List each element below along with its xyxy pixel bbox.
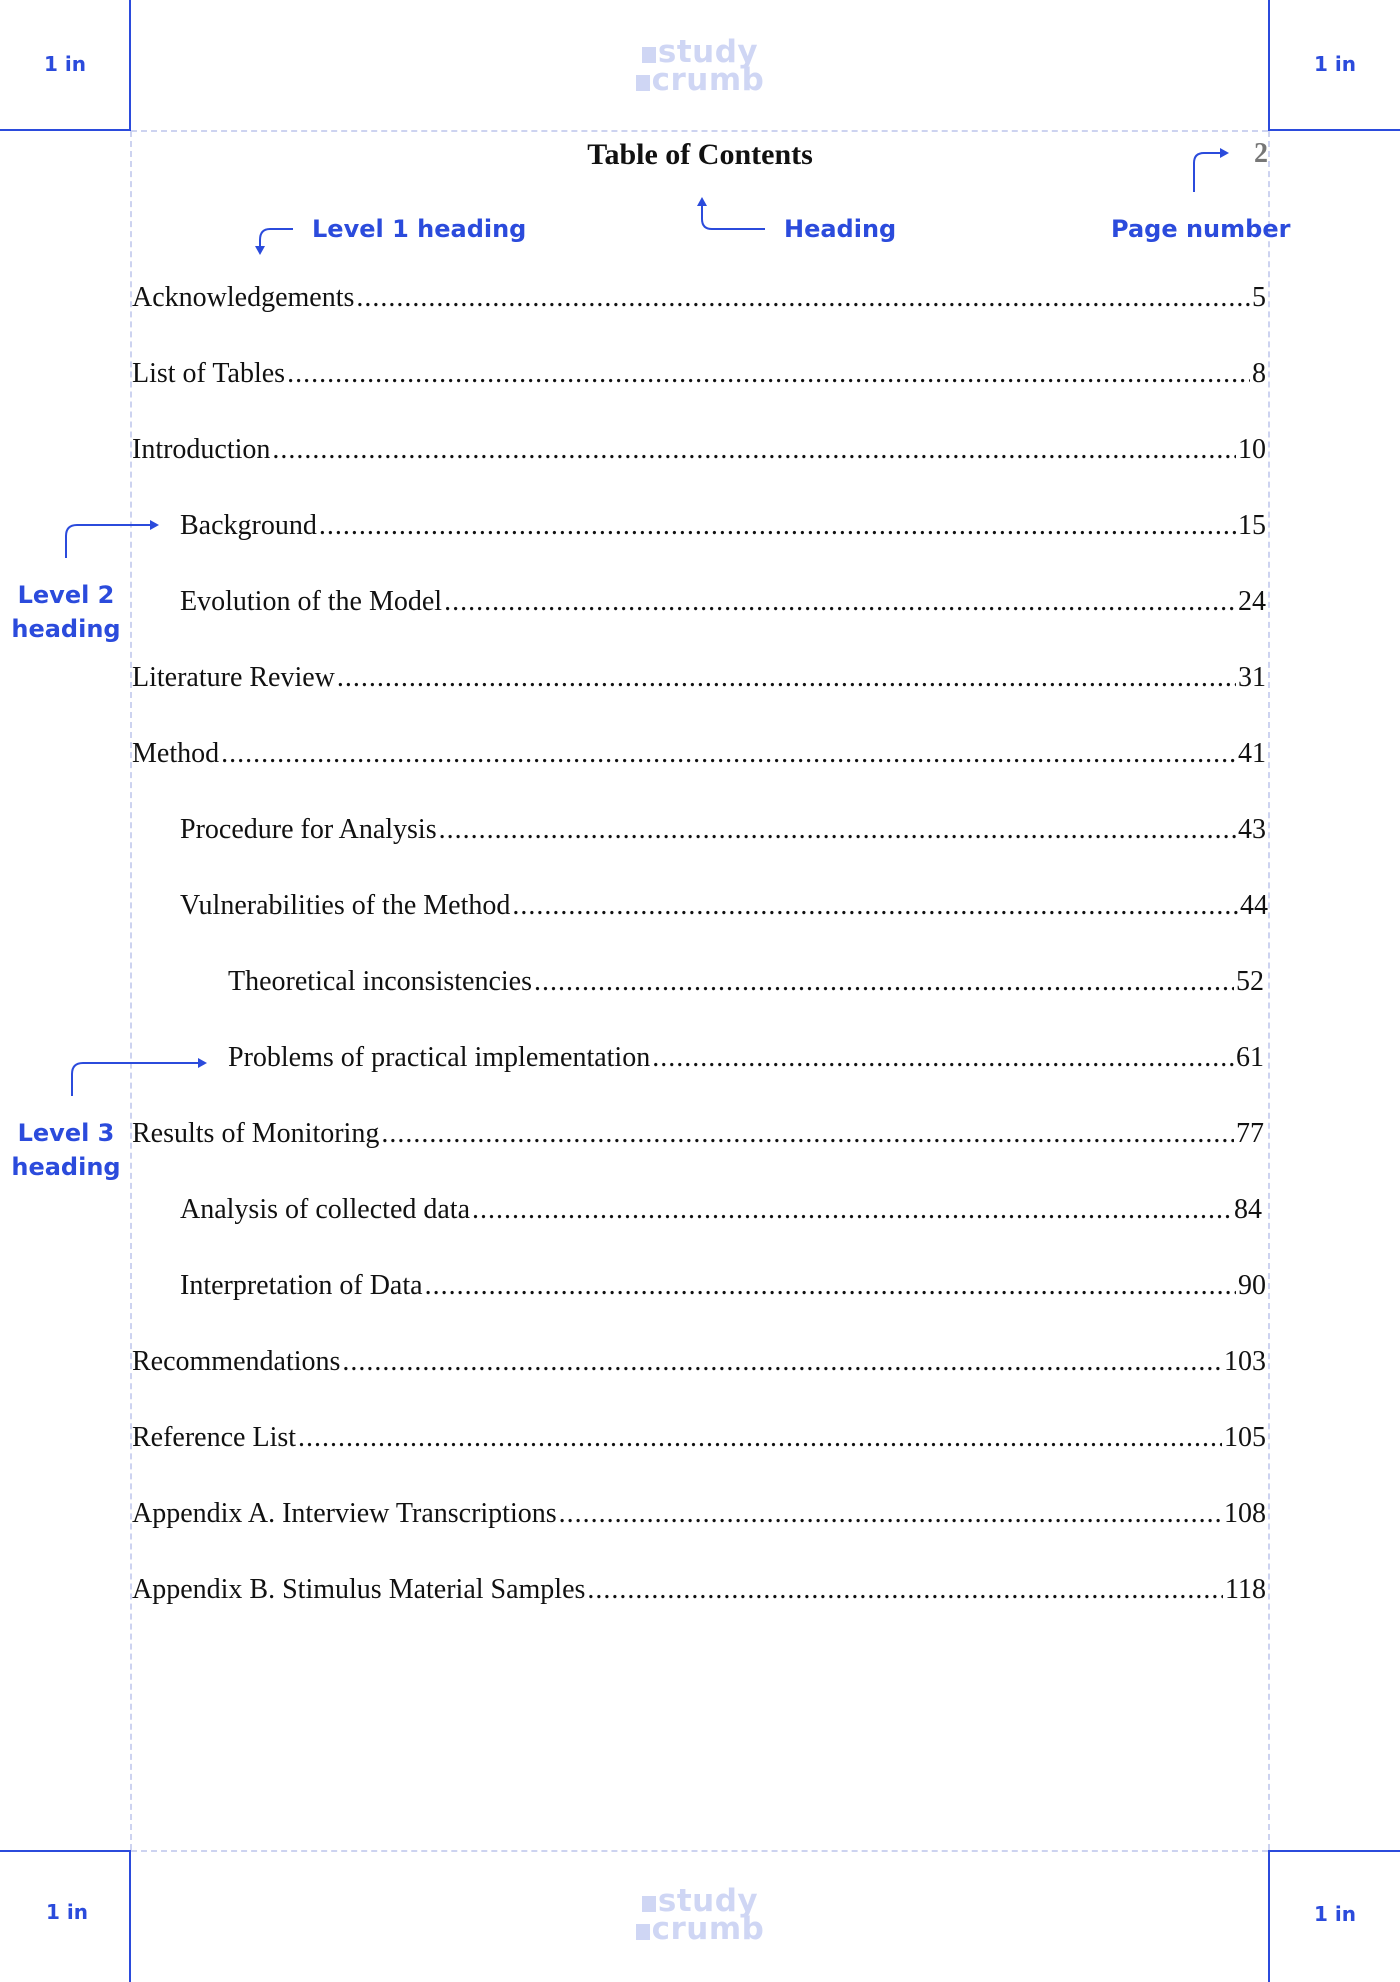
page-title: Table of Contents [587, 138, 813, 171]
toc-leader-dots [425, 1268, 1236, 1304]
toc-leader-dots [559, 1496, 1222, 1532]
logo-text-line2: crumb [651, 1911, 765, 1947]
toc-leader-dots [287, 356, 1250, 392]
toc-leader-dots [512, 888, 1238, 924]
toc-entry[interactable] [132, 432, 1266, 468]
toc-entry-title: Recommendations [132, 1346, 341, 1377]
margin-label-bottom-left: 1 in [46, 1900, 88, 1924]
level2-arrow-icon [66, 525, 150, 558]
toc-entry[interactable] [132, 1420, 1266, 1456]
toc-entry[interactable] [132, 1572, 1266, 1608]
toc-entry-title: Method [132, 738, 220, 769]
margin-label-top-right: 1 in [1314, 52, 1356, 76]
margin-label-bottom-right: 1 in [1314, 1902, 1356, 1926]
toc-entry[interactable] [180, 1192, 1262, 1228]
toc-leader-dots [652, 1040, 1234, 1076]
toc-leader-dots [337, 660, 1236, 696]
toc-entry[interactable] [228, 964, 1264, 1000]
toc-entry-title: Analysis of collected data [180, 1194, 471, 1225]
toc-leader-dots [319, 508, 1236, 544]
toc-entry-page: 105 [1224, 1422, 1266, 1453]
toc-entry-title: Results of Monitoring [132, 1118, 380, 1149]
toc-entry[interactable] [132, 1116, 1264, 1152]
toc-entry-page: 15 [1238, 510, 1266, 541]
toc-entry-page: 118 [1225, 1574, 1266, 1605]
toc-entry[interactable] [180, 1268, 1266, 1304]
logo-text-line2: crumb [651, 62, 765, 98]
toc-entry[interactable] [180, 888, 1268, 924]
toc-entry-page: 52 [1236, 966, 1264, 997]
toc-entry-title: Procedure for Analysis [180, 814, 437, 845]
toc-entry-page: 61 [1236, 1042, 1264, 1073]
page-number: 2 [1254, 138, 1268, 169]
toc-entry-title: Appendix B. Stimulus Material Samples [132, 1574, 586, 1605]
toc-entry-page: 43 [1238, 814, 1266, 845]
toc-leader-dots [221, 736, 1236, 772]
toc-entry[interactable] [132, 1496, 1266, 1532]
toc-entry[interactable] [132, 356, 1266, 392]
toc-leader-dots [472, 1192, 1232, 1228]
toc-entry[interactable] [180, 812, 1266, 848]
annotation-page-number: Page number [1111, 215, 1291, 243]
toc-entry[interactable] [228, 1040, 1264, 1076]
annotation-level2-line2: heading [11, 615, 121, 643]
toc-leader-dots [444, 584, 1236, 620]
toc-entry-title: Interpretation of Data [180, 1270, 423, 1301]
logo-text-line1: study [657, 34, 759, 70]
toc-leader-dots [298, 1420, 1222, 1456]
toc-entry-title: Introduction [132, 434, 271, 465]
toc-entry-title: Theoretical inconsistencies [228, 966, 532, 997]
toc-entry-page: 90 [1238, 1270, 1266, 1301]
toc-entry-title: Literature Review [132, 662, 335, 693]
toc-entry-page: 103 [1224, 1346, 1266, 1377]
annotation-level1-heading: Level 1 heading [312, 215, 527, 243]
toc-entry-title: Evolution of the Model [180, 586, 443, 617]
toc-entry[interactable] [132, 280, 1266, 316]
margin-label-top-left: 1 in [44, 52, 86, 76]
annotation-level3-line2: heading [11, 1153, 121, 1181]
toc-entry-page: 10 [1238, 434, 1266, 465]
annotation-level3-line1: Level 3 [17, 1119, 115, 1147]
toc-entry-page: 77 [1236, 1118, 1264, 1149]
toc-entry-title: Vulnerabilities of the Method [180, 890, 511, 921]
toc-entry-page: 41 [1238, 738, 1266, 769]
heading-arrow-icon [702, 206, 765, 229]
toc-entry-title: Background [180, 510, 317, 541]
toc-leader-dots [534, 964, 1234, 1000]
toc-entry-title: Problems of practical implementation [228, 1042, 651, 1073]
toc-leader-dots [356, 280, 1250, 316]
toc-entry-page: 8 [1252, 358, 1266, 389]
toc-leader-dots [587, 1572, 1223, 1608]
annotation-level2-line1: Level 2 [17, 581, 115, 609]
toc-entry[interactable] [180, 508, 1266, 544]
level3-arrow-icon [72, 1063, 198, 1096]
toc-leader-dots [342, 1344, 1222, 1380]
toc-entry-page: 108 [1224, 1498, 1266, 1529]
toc-entry-title: Reference List [132, 1422, 297, 1453]
toc-entry-title: Appendix A. Interview Transcriptions [132, 1498, 557, 1529]
toc-entry-page: 44 [1240, 890, 1268, 921]
level1-arrow-icon [260, 229, 293, 246]
toc-entry[interactable] [132, 1344, 1266, 1380]
toc-leader-dots [381, 1116, 1234, 1152]
toc-entry[interactable] [132, 736, 1266, 772]
toc-entry-title: List of Tables [132, 358, 286, 389]
toc-entry-page: 5 [1252, 282, 1266, 313]
toc-entry-page: 24 [1238, 586, 1266, 617]
toc-leader-dots [272, 432, 1236, 468]
toc-entry[interactable] [132, 660, 1266, 696]
toc-entry-page: 84 [1234, 1194, 1262, 1225]
page-number-arrow-icon [1194, 153, 1220, 192]
toc-entry-page: 31 [1238, 662, 1266, 693]
toc-leader-dots [439, 812, 1236, 848]
annotation-heading: Heading [784, 215, 897, 243]
logo-text-line1: study [657, 1883, 759, 1919]
toc-entry[interactable] [180, 584, 1266, 620]
toc-entry-title: Acknowledgements [132, 282, 355, 313]
